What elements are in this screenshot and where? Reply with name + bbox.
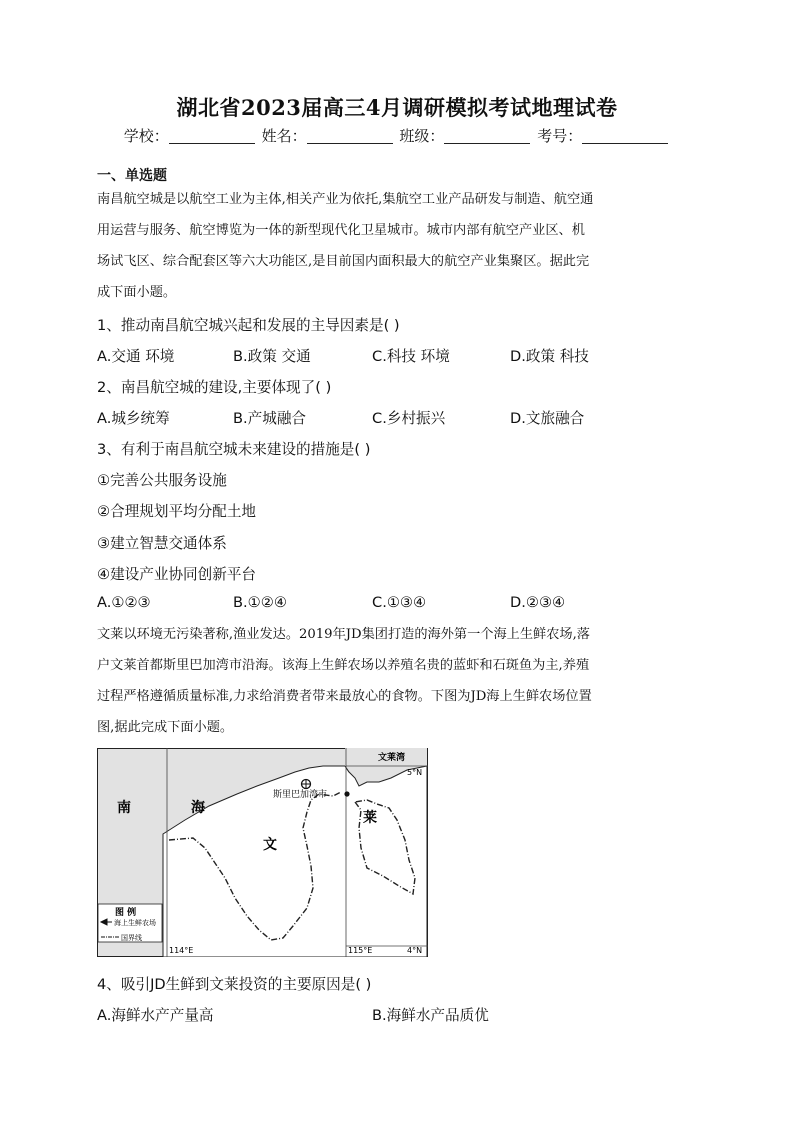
capital-city-dot — [344, 791, 349, 796]
question-4-option-a[interactable]: A.海鲜水产产量高 — [97, 1007, 214, 1024]
passage-2-line: 户文莱首都斯里巴加湾市沿海。该海上生鲜农场以养殖名贵的蓝虾和石斑鱼为主,养殖 — [97, 658, 590, 673]
lon-114-label: 114°E — [169, 946, 194, 955]
lat-5n-label: 5°N — [407, 768, 423, 777]
sea-label-2: 海 — [191, 800, 205, 816]
region-label-wen: 文 — [263, 837, 277, 853]
sea-label-1: 南 — [117, 800, 131, 816]
name-label: 姓名： — [261, 127, 307, 145]
question-1-option-c[interactable]: C.科技 环境 — [372, 348, 450, 365]
question-2-option-b[interactable]: B.产城融合 — [233, 410, 307, 427]
brunei-location-map — [97, 748, 428, 957]
section-heading: 一、单选题 — [97, 168, 167, 184]
question-4-option-b[interactable]: B.海鲜水产品质优 — [372, 1007, 489, 1024]
question-3-option-d[interactable]: D.②③④ — [510, 594, 566, 611]
question-1-stem: 1、推动南昌航空城兴起和发展的主导因素是( ) — [97, 317, 400, 334]
passage-1 — [97, 184, 701, 308]
map-svg — [97, 748, 428, 957]
question-2-stem: 2、南昌航空城的建设,主要体现了( ) — [97, 379, 332, 396]
lat-4n-label: 4°N — [407, 946, 423, 955]
question-3-item: ①完善公共服务设施 — [97, 472, 227, 489]
student-info-row — [0, 125, 794, 146]
passage-1-line: 南昌航空城是以航空工业为主体,相关产业为依托,集航空工业产品研发与制造、航空通 — [97, 192, 594, 207]
legend-border-label: 国界线 — [121, 934, 142, 942]
class-blank[interactable] — [444, 129, 530, 144]
question-3-option-c[interactable]: C.①③④ — [372, 594, 427, 611]
question-3-item: ④建设产业协同创新平台 — [97, 566, 257, 583]
passage-2-line: 过程严格遵循质量标准,力求给消费者带来最放心的食物。下图为JD海上生鲜农场位置 — [97, 689, 592, 704]
question-2-option-c[interactable]: C.乡村振兴 — [372, 410, 446, 427]
passage-2-line: 图,据此完成下面小题。 — [97, 720, 234, 735]
question-1-option-d[interactable]: D.政策 科技 — [510, 348, 589, 365]
class-label: 班级： — [399, 127, 445, 145]
exam-title: 湖北省2023届高三4月调研模拟考试地理试卷 — [176, 95, 618, 120]
question-2-option-a[interactable]: A.城乡统筹 — [97, 410, 170, 427]
region-label-lai: 莱 — [363, 810, 377, 826]
passage-2 — [97, 619, 701, 743]
question-3-option-b[interactable]: B.①②④ — [233, 594, 287, 611]
capital-city-label: 斯里巴加湾市 — [273, 790, 328, 800]
question-1-option-b[interactable]: B.政策 交通 — [233, 348, 311, 365]
number-label: 考号： — [537, 127, 583, 145]
question-1-option-a[interactable]: A.交通 环境 — [97, 348, 175, 365]
school-label: 学校： — [123, 127, 169, 145]
number-blank[interactable] — [582, 129, 668, 144]
lon-115-label: 115°E — [348, 946, 373, 955]
passage-1-line: 成下面小题。 — [97, 285, 177, 300]
question-2-option-d[interactable]: D.文旅融合 — [510, 410, 585, 427]
question-3-stem: 3、有利于南昌航空城未来建设的措施是( ) — [97, 441, 371, 458]
passage-2-line: 文莱以环境无污染著称,渔业发达。2019年JD集团打造的海外第一个海上生鲜农场,落 — [97, 627, 590, 642]
legend-title: 图 例 — [115, 908, 137, 918]
brunei-bay-label: 文莱湾 — [378, 753, 406, 763]
question-3-option-a[interactable]: A.①②③ — [97, 594, 151, 611]
legend-farm-label: 海上生鲜农场 — [114, 919, 156, 927]
passage-1-line: 场试飞区、综合配套区等六大功能区,是目前国内面积最大的航空产业集聚区。据此完 — [97, 254, 590, 269]
question-3-item: ②合理规划平均分配土地 — [97, 503, 257, 520]
school-blank[interactable] — [169, 129, 255, 144]
question-3-item: ③建立智慧交通体系 — [97, 535, 227, 552]
question-4-stem: 4、吸引JD生鲜到文莱投资的主要原因是( ) — [97, 976, 372, 993]
name-blank[interactable] — [307, 129, 393, 144]
passage-1-line: 用运营与服务、航空博览为一体的新型现代化卫星城市。城市内部有航空产业区、机 — [97, 223, 585, 238]
